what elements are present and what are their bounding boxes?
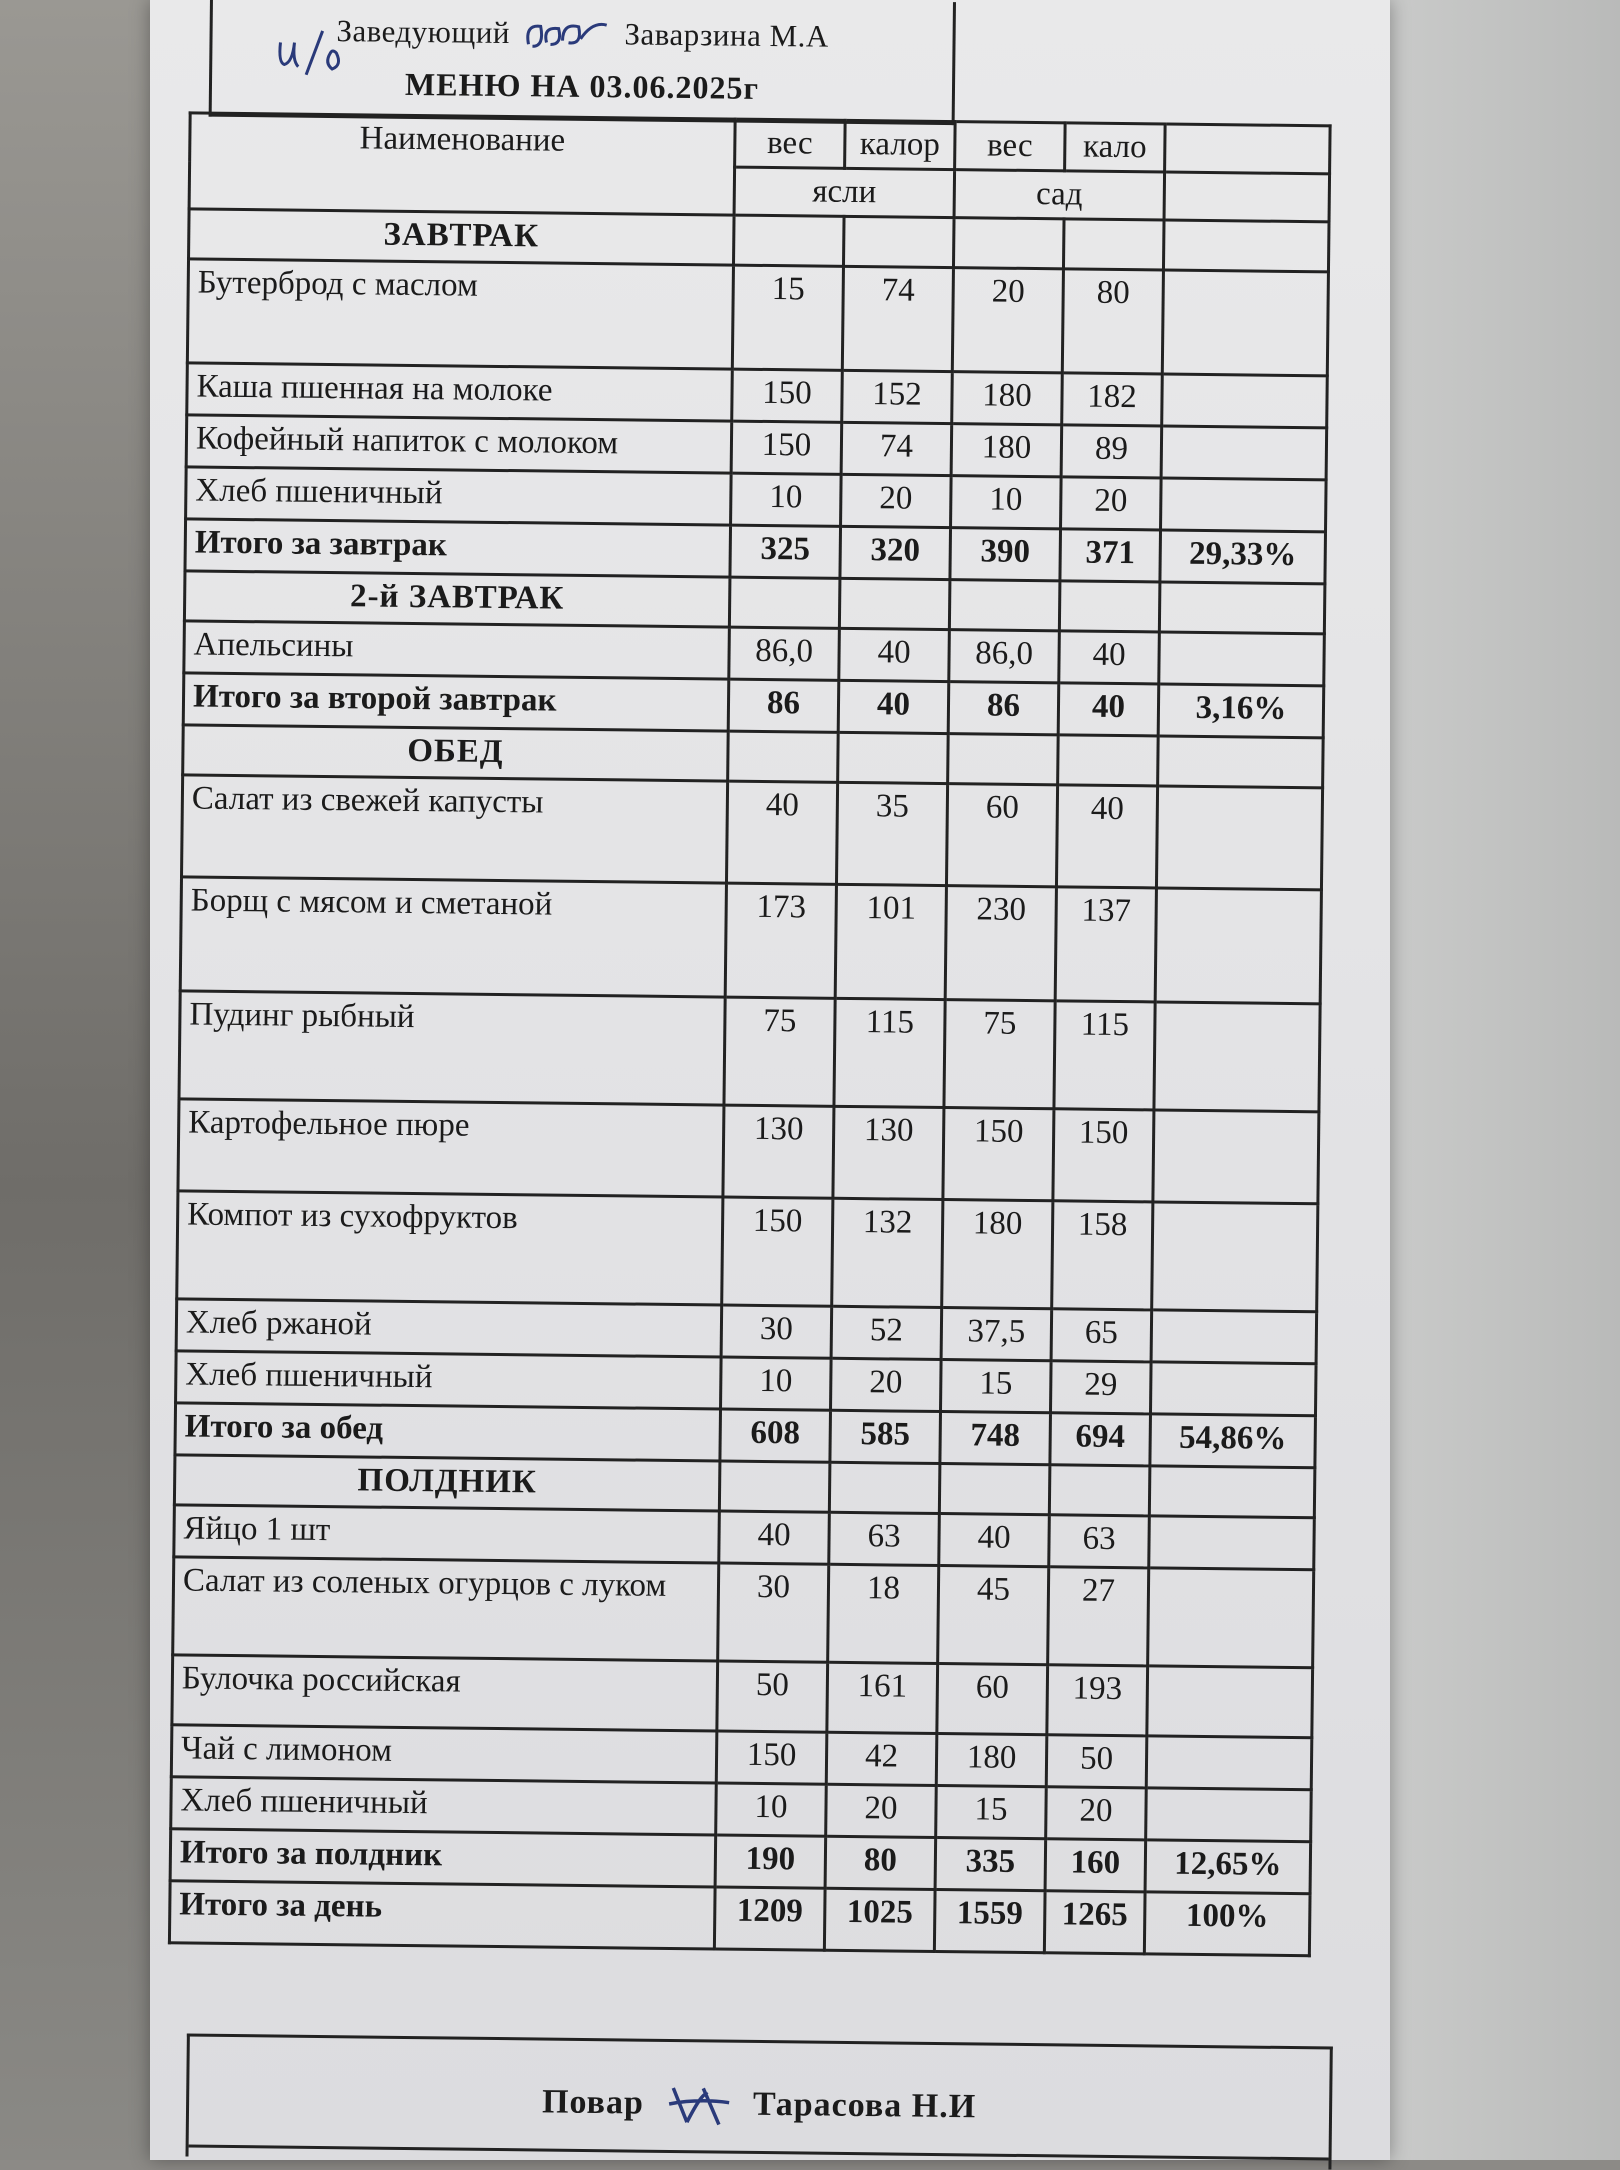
cook-box [185,2034,1332,2170]
total-value: 371 [1060,529,1161,582]
dish-value: 180 [936,1734,1047,1787]
table-row [177,1191,1318,1312]
empty-cell [1155,888,1321,1004]
empty-cell [1147,1666,1313,1738]
dish-value: 63 [829,1512,940,1565]
dish-value: 65 [1051,1309,1152,1362]
dish-value: 173 [725,883,836,998]
dish-name: Хлеб пшеничный [186,467,732,525]
total-value: 585 [830,1410,941,1463]
total-value: 694 [1050,1413,1151,1466]
empty-cell [838,732,949,783]
empty-cell [839,578,950,629]
total-value: 160 [1045,1839,1146,1892]
empty-cell [1058,735,1159,786]
empty-cell [1152,1202,1318,1312]
total-value: 190 [715,1835,826,1888]
total-value: 40 [838,680,949,733]
table-row [180,877,1321,1004]
empty-cell [1159,582,1325,634]
column-group-header: сад [954,170,1165,220]
dish-value: 40 [1056,785,1157,888]
dish-value: 74 [842,266,953,371]
dish-name: Хлеб пшеничный [176,1351,722,1409]
total-percent: 100% [1144,1892,1310,1956]
menu-title: МЕНЮ НА 03.06.2025г [404,65,760,106]
dish-value: 20 [952,268,1063,373]
empty-cell [1149,1466,1315,1518]
dish-value: 89 [1061,425,1162,478]
total-value: 1025 [824,1888,935,1951]
dish-value: 80 [1062,269,1163,374]
dish-value: 10 [951,476,1062,529]
dish-name: Борщ с мясом и сметаной [180,877,726,997]
empty-cell [1150,1362,1316,1416]
dish-value: 52 [831,1306,942,1359]
dish-value: 20 [826,1784,937,1837]
empty-cell [1164,172,1330,222]
empty-cell [1165,124,1331,174]
empty-cell [719,1461,830,1512]
dish-name: Пудинг рыбный [179,991,725,1105]
dish-value: 150 [731,421,842,474]
dish-value: 86,0 [949,630,1060,683]
empty-cell [1161,426,1327,480]
column-header-sub: вес [955,122,1066,171]
dish-value: 158 [1052,1201,1153,1310]
approval-name: Заварзина М.А [624,16,829,54]
dish-name: Чай с лимоном [171,1725,717,1783]
empty-cell [1146,1736,1312,1790]
empty-cell [953,218,1064,269]
empty-cell [1154,1002,1320,1112]
approval-prefix: Заведующий [336,13,511,51]
dish-value: 115 [834,998,945,1107]
dish-value: 193 [1047,1665,1148,1736]
dish-value: 15 [732,265,843,370]
dish-value: 180 [952,372,1063,425]
dish-value: 150 [722,1197,833,1306]
total-percent: 29,33% [1160,530,1326,584]
menu-sheet [150,0,1390,2160]
dish-name: Салат из свежей капусты [182,775,728,883]
dish-value: 15 [940,1360,1051,1413]
column-header-sub: калор [845,120,956,169]
total-value: 320 [840,526,951,579]
dish-value: 10 [716,1783,827,1836]
section-title: ОБЕД [183,725,729,781]
total-value: 1209 [714,1887,825,1950]
empty-cell [843,216,954,267]
total-percent: 54,86% [1150,1414,1316,1468]
column-group-header: ясли [734,167,955,217]
dish-value: 180 [951,424,1062,477]
dish-value: 40 [726,781,837,884]
dish-value: 137 [1055,887,1156,1002]
day-total-row [169,1881,1310,1956]
dish-value: 20 [841,474,952,527]
table-row [173,1557,1314,1668]
dish-value: 29 [1050,1361,1151,1414]
table-head-row [190,113,1330,174]
total-label: Итого за день [169,1881,715,1949]
total-value: 80 [825,1836,936,1889]
dish-value: 35 [836,782,947,885]
empty-cell [1162,270,1328,376]
dish-value: 130 [723,1105,834,1198]
dish-value: 20 [831,1358,942,1411]
dish-value: 86,0 [729,627,840,680]
dish-value: 18 [828,1564,939,1663]
dish-value: 132 [832,1198,943,1307]
divider [189,2145,1329,2161]
column-header-name: Наименование [189,113,735,215]
total-percent: 12,65% [1145,1840,1311,1894]
empty-cell [1063,219,1164,270]
empty-cell [1158,736,1324,788]
dish-value: 63 [1049,1515,1150,1568]
dish-value: 40 [939,1514,1050,1567]
empty-cell [939,1464,1050,1515]
dish-name: Каша пшенная на молоке [187,363,733,421]
total-value: 325 [730,525,841,578]
total-label: Итого за полдник [170,1829,716,1887]
total-value: 390 [950,528,1061,581]
dish-value: 40 [839,628,950,681]
dish-value: 150 [716,1731,827,1784]
dish-value: 161 [827,1662,938,1733]
dish-name: Картофельное пюре [178,1099,724,1197]
dish-value: 60 [937,1664,1048,1735]
dish-name: Хлеб пшеничный [171,1777,717,1835]
approval-line [212,12,952,61]
dish-value: 15 [936,1786,1047,1839]
dish-value: 37,5 [941,1308,1052,1361]
empty-cell [1163,220,1329,272]
empty-cell [1161,478,1327,532]
total-value: 86 [728,679,839,732]
empty-cell [1156,786,1322,890]
total-value: 335 [935,1837,1046,1890]
empty-cell [829,1462,940,1513]
column-header-sub: вес [735,119,846,168]
empty-cell [1148,1568,1314,1668]
cook-label: Повар [541,2083,645,2122]
dish-value: 30 [718,1563,829,1662]
total-percent: 3,16% [1158,684,1324,738]
dish-value: 10 [731,473,842,526]
section-title: 2-й ЗАВТРАК [184,571,730,627]
dish-value: 42 [826,1732,937,1785]
cook-name: Тарасова Н.И [752,2085,977,2126]
section-title: ПОЛДНИК [174,1455,720,1511]
column-header-sub: кало [1065,123,1166,172]
dish-name: Салат из соленых огурцов с луком [173,1557,719,1661]
empty-cell [729,577,840,628]
empty-cell [949,580,1060,631]
empty-cell [733,215,844,266]
dish-value: 74 [841,422,952,475]
table-row [182,775,1323,890]
dish-value: 75 [944,1000,1055,1109]
cook-line [189,2075,1330,2140]
dish-name: Хлеб ржаной [176,1299,722,1357]
dish-value: 27 [1048,1567,1149,1666]
menu-table [168,111,1332,1957]
dish-value: 50 [1046,1735,1147,1788]
total-value: 86 [948,682,1059,735]
dish-value: 50 [717,1661,828,1732]
empty-cell [948,734,1059,785]
table-row [187,259,1328,376]
approval-box [209,0,956,125]
dish-name: Булочка российская [172,1655,718,1731]
dish-value: 152 [842,370,953,423]
total-value: 40 [1058,683,1159,736]
dish-value: 150 [1053,1109,1154,1202]
dish-name: Яйцо 1 шт [174,1505,720,1563]
dish-value: 20 [1061,477,1162,530]
dish-value: 10 [721,1357,832,1410]
total-value: 1559 [934,1889,1045,1952]
dish-name: Бутерброд с маслом [187,259,733,369]
total-value: 608 [720,1409,831,1462]
dish-value: 150 [732,369,843,422]
dish-name: Кофейный напиток с молоком [186,415,732,473]
total-label: Итого за обед [175,1403,721,1461]
dish-value: 230 [945,886,1056,1001]
dish-value: 180 [942,1200,1053,1309]
empty-cell [1146,1788,1312,1842]
dish-name: Апельсины [184,621,730,679]
empty-cell [1149,1516,1315,1570]
background-right [1390,0,1620,2160]
empty-cell [1159,632,1325,686]
empty-cell [1151,1310,1317,1364]
signature-icon [663,2080,734,2133]
empty-cell [1049,1465,1150,1516]
dish-value: 60 [946,784,1057,887]
table-row [178,1099,1319,1204]
dish-value: 115 [1054,1001,1155,1110]
dish-value: 30 [721,1305,832,1358]
dish-value: 130 [833,1106,944,1199]
empty-cell [728,731,839,782]
total-value: 748 [940,1412,1051,1465]
dish-value: 40 [1059,631,1160,684]
dish-value: 45 [938,1566,1049,1665]
dish-value: 150 [943,1108,1054,1201]
empty-cell [1153,1110,1319,1204]
dish-value: 101 [835,884,946,999]
total-value: 1265 [1044,1891,1145,1954]
section-title: ЗАВТРАК [189,209,735,265]
dish-value: 20 [1046,1787,1147,1840]
empty-cell [1059,581,1160,632]
table-row [179,991,1320,1112]
dish-value: 182 [1062,373,1163,426]
signature-icon [522,16,612,57]
empty-cell [1162,374,1328,428]
total-label: Итого за второй завтрак [183,673,729,731]
dish-value: 75 [724,997,835,1106]
dish-name: Компот из сухофруктов [177,1191,723,1305]
dish-value: 40 [719,1511,830,1564]
table-row [172,1655,1313,1738]
total-label: Итого за завтрак [185,519,731,577]
